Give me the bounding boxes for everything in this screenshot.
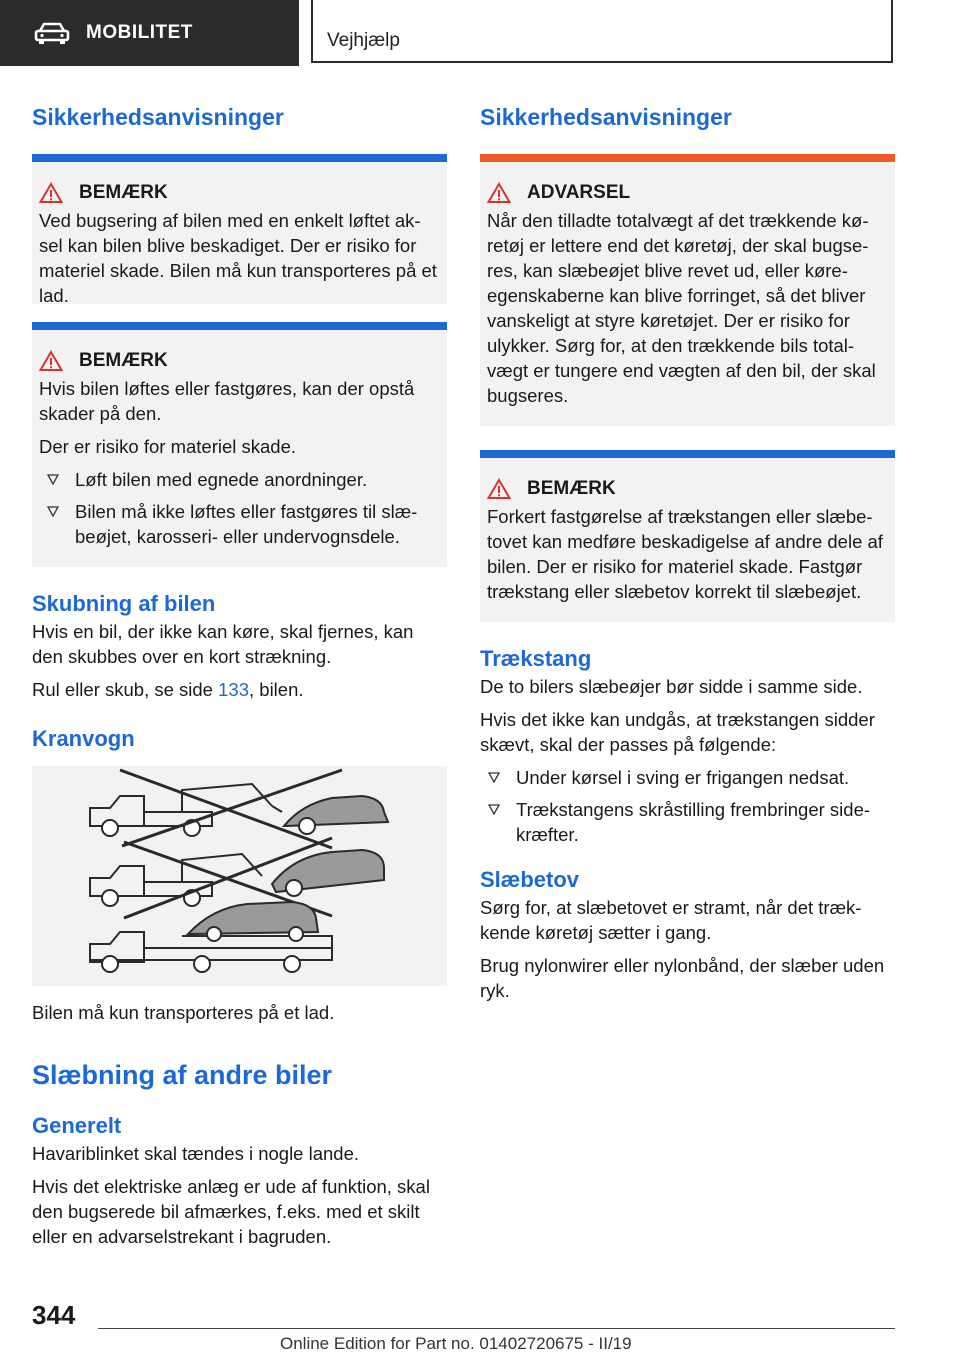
page-number: 344 xyxy=(32,1300,76,1330)
note-label: BEMÆRK xyxy=(79,182,168,203)
page-link[interactable]: 133 xyxy=(218,679,249,700)
tow-truck-figure xyxy=(32,766,447,986)
tow-truck-illustration xyxy=(32,766,447,986)
note-label: BEMÆRK xyxy=(527,478,616,499)
section-label: MOBILITET xyxy=(86,22,193,43)
push-heading: Skubning af bilen xyxy=(32,591,216,616)
general-text: Hvis det elektriske anlæg er ude af funktion, skal den bugserede bil afmærkes, f.eks. med et skilt eller en advarselstrekant i bagruden. xyxy=(32,1176,430,1247)
footer-divider xyxy=(98,1328,895,1329)
crane-heading: Kranvogn xyxy=(32,726,135,751)
left-column xyxy=(32,100,447,1257)
chapter-tab[interactable] xyxy=(311,0,893,63)
list-item: Løft bilen med egnede anordninger. xyxy=(39,467,440,492)
rope-text: Sørg for, at slæbetovet er stramt, når det træk-kende køretøj sætter i gang. xyxy=(480,897,862,943)
bar-heading: Trækstang xyxy=(480,646,592,671)
warning-triangle-icon xyxy=(39,182,63,204)
warning-label: ADVARSEL xyxy=(527,182,631,203)
note-box-3 xyxy=(480,450,895,622)
right-section-title: Sikkerhedsanvisninger xyxy=(480,104,732,130)
note-head xyxy=(487,478,888,500)
rope-heading: Slæbetov xyxy=(480,867,580,892)
warning-head xyxy=(487,182,888,204)
bar-text: De to bilers slæbeøjer bør sidde i samme side. xyxy=(480,676,863,697)
warning-box xyxy=(480,154,895,426)
figure-caption: Bilen må kun transporteres på et lad. xyxy=(32,1002,335,1023)
warning-triangle-icon xyxy=(487,182,511,204)
note-text: Hvis bilen løftes eller fastgøres, kan der opstå skader på den. xyxy=(39,378,415,424)
push-text: Hvis en bil, der ikke kan køre, skal fjernes, kan den skubbes over en kort strækning. xyxy=(32,621,414,667)
note-text: Forkert fastgørelse af trækstangen eller slæbe-tovet kan medføre beskadigelse af andre dele af bilen. Der er risiko for materiel skade. Fastgør trækstang eller slæbetov korrekt til slæbeøjet. xyxy=(487,506,883,602)
list-item: Trækstangens skråstilling frembringer side-kræfter. xyxy=(480,797,895,847)
page-header xyxy=(0,0,960,66)
warning-triangle-icon xyxy=(487,478,511,500)
note-box-2 xyxy=(32,322,447,567)
general-heading: Generelt xyxy=(32,1113,122,1138)
bullet-triangle-icon xyxy=(47,474,59,485)
edition-text: Online Edition for Part no. 01402720675 - II/19 xyxy=(280,1334,632,1353)
chapter-label: Vejhjælp xyxy=(327,30,400,51)
bullet-triangle-icon xyxy=(488,772,500,783)
general-text: Havariblinket skal tændes i nogle lande. xyxy=(32,1143,360,1164)
note-bullets xyxy=(39,467,440,549)
note-label: BEMÆRK xyxy=(79,350,168,371)
note-text: Ved bugsering af bilen med en enkelt løftet ak-sel kan bilen blive beskadiget. Der er risiko for materiel skade. Bilen må kun transporteres på et lad. xyxy=(39,210,437,306)
list-item: Under kørsel i sving er frigangen nedsat. xyxy=(480,765,895,790)
bar-text: Hvis det ikke kan undgås, at trækstangen sidder skævt, skal der passes på følgende: xyxy=(480,709,875,755)
warning-triangle-icon xyxy=(39,350,63,372)
tow-heading: Slæbning af andre biler xyxy=(32,1060,333,1090)
bar-bullets xyxy=(480,765,895,847)
rope-text: Brug nylonwirer eller nylonbånd, der slæber uden ryk. xyxy=(480,955,885,1001)
push-reference: Rul eller skub, se side 133, bilen. xyxy=(32,679,304,700)
car-icon xyxy=(34,21,70,45)
note-head xyxy=(39,182,440,204)
section-tab[interactable] xyxy=(0,0,299,66)
bullet-triangle-icon xyxy=(47,506,59,517)
note-box-1 xyxy=(32,154,447,304)
bullet-triangle-icon xyxy=(488,804,500,815)
right-column xyxy=(480,100,895,1011)
note-text: Der er risiko for materiel skade. xyxy=(39,436,297,457)
note-head xyxy=(39,350,440,372)
list-item: Bilen må ikke løftes eller fastgøres til slæ-beøjet, karosseri- eller undervognsdele. xyxy=(39,499,440,549)
left-section-title: Sikkerhedsanvisninger xyxy=(32,104,284,130)
warning-text: Når den tilladte totalvægt af det trækkende kø-retøj er lettere end det køretøj, der skal bugse-res, kan slæbeøjet blive revet ud, eller køre-egenskaberne kan blive forringet, så det bliver vanskeligt at styre køretøjet. Der er risiko for ulykker. Sørg for, at den trækkende bils total-vægt er tungere end vægten af den bil, der skal bugseres. xyxy=(487,210,876,406)
